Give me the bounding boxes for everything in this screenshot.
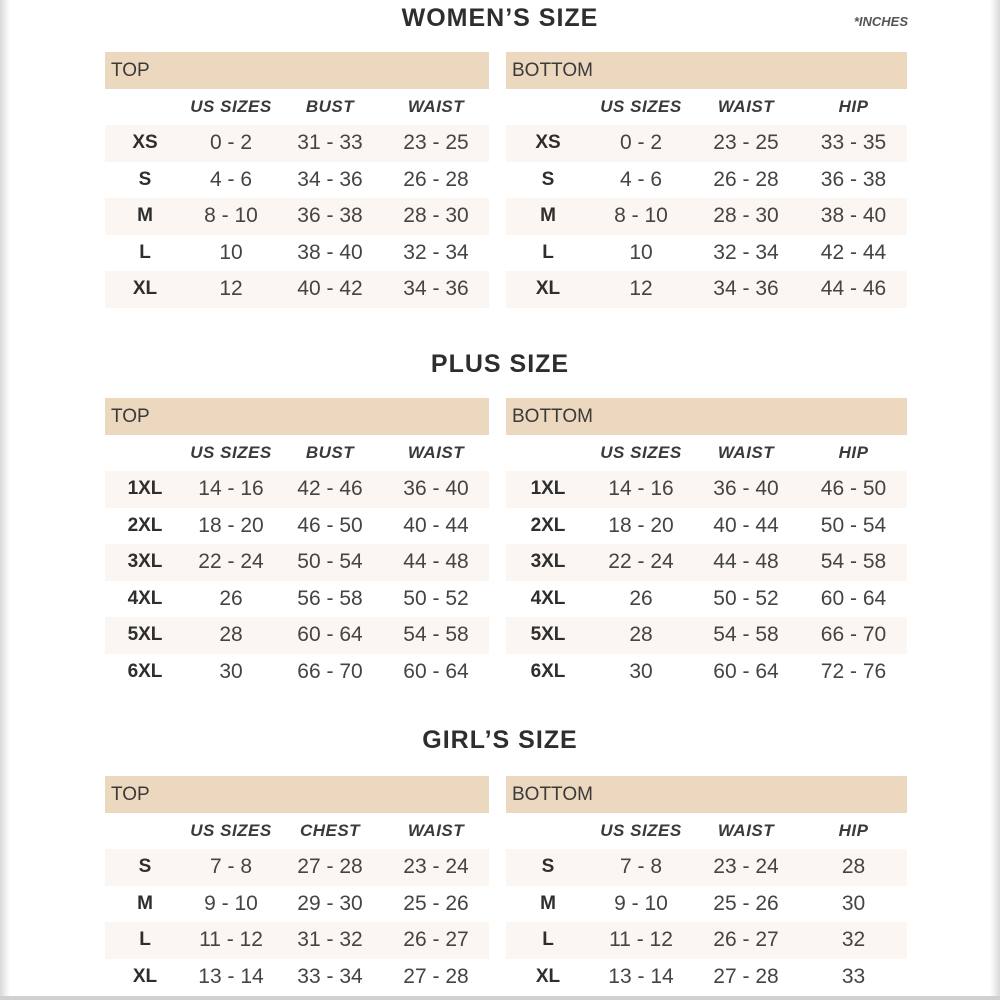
girls-size-title: GIRL’S SIZE bbox=[422, 726, 578, 754]
table-row bbox=[105, 959, 489, 996]
size-label: S bbox=[541, 856, 555, 878]
measurement-cell: 9 - 10 bbox=[204, 891, 258, 915]
column-headers bbox=[105, 813, 489, 849]
table-row bbox=[506, 125, 907, 162]
column-header: WAIST bbox=[717, 97, 775, 116]
column-header: HIP bbox=[838, 443, 869, 462]
measurement-cell: 23 - 24 bbox=[713, 855, 779, 879]
size-label: 5XL bbox=[127, 624, 163, 646]
measurement-cell: 50 - 52 bbox=[713, 586, 779, 610]
measurement-cell: 31 - 33 bbox=[297, 131, 363, 155]
size-label: L bbox=[542, 929, 554, 951]
size-label: 2XL bbox=[530, 514, 566, 536]
table-section-label: BOTTOM bbox=[506, 52, 907, 89]
column-headers bbox=[105, 89, 489, 125]
right-border bbox=[990, 0, 1000, 1000]
table-row bbox=[105, 886, 489, 923]
table-row bbox=[506, 162, 907, 199]
size-label: S bbox=[138, 168, 152, 190]
measurement-cell: 27 - 28 bbox=[403, 964, 469, 988]
size-label: M bbox=[540, 205, 556, 227]
measurement-cell: 50 - 54 bbox=[820, 513, 887, 537]
column-header: US SIZES bbox=[190, 97, 272, 116]
plus-size-title: PLUS SIZE bbox=[430, 350, 570, 378]
column-header: WAIST bbox=[407, 821, 465, 840]
size-label: XL bbox=[132, 965, 158, 987]
girls-top-table bbox=[105, 776, 489, 995]
measurement-cell: 26 - 28 bbox=[403, 167, 469, 191]
measurement-cell: 28 - 30 bbox=[713, 204, 779, 228]
measurement-cell: 28 - 30 bbox=[403, 204, 469, 228]
size-label: 2XL bbox=[127, 514, 163, 536]
table-row bbox=[105, 508, 489, 545]
measurement-cell: 56 - 58 bbox=[297, 586, 363, 610]
measurement-cell: 40 - 44 bbox=[403, 513, 469, 537]
column-header: BUST bbox=[305, 443, 355, 462]
size-label: XL bbox=[535, 278, 561, 300]
column-header: WAIST bbox=[407, 443, 465, 462]
measurement-cell: 23 - 24 bbox=[403, 855, 469, 879]
measurement-cell: 9 - 10 bbox=[614, 891, 668, 915]
measurement-cell: 54 - 58 bbox=[403, 623, 469, 647]
measurement-cell: 60 - 64 bbox=[820, 586, 887, 610]
measurement-cell: 26 bbox=[629, 586, 653, 610]
table-row bbox=[506, 886, 907, 923]
table-row bbox=[105, 271, 489, 308]
measurement-cell: 18 - 20 bbox=[608, 513, 674, 537]
measurement-cell: 22 - 24 bbox=[198, 550, 264, 574]
table-row bbox=[506, 849, 907, 886]
measurement-cell: 36 - 38 bbox=[820, 167, 887, 191]
measurement-cell: 66 - 70 bbox=[820, 623, 887, 647]
measurement-cell: 14 - 16 bbox=[198, 477, 264, 501]
measurement-cell: 4 - 6 bbox=[619, 167, 663, 191]
measurement-cell: 26 - 27 bbox=[713, 928, 779, 952]
size-label: 6XL bbox=[530, 660, 566, 682]
size-label: XL bbox=[535, 965, 561, 987]
measurement-cell: 4 - 6 bbox=[209, 167, 253, 191]
measurement-cell: 44 - 48 bbox=[403, 550, 469, 574]
measurement-cell: 40 - 44 bbox=[713, 513, 779, 537]
measurement-cell: 26 - 28 bbox=[713, 167, 779, 191]
measurement-cell: 50 - 54 bbox=[297, 550, 363, 574]
measurement-cell: 31 - 32 bbox=[297, 928, 363, 952]
table-row bbox=[506, 235, 907, 272]
table-row bbox=[506, 922, 907, 959]
size-label: 6XL bbox=[127, 660, 163, 682]
size-label: 4XL bbox=[127, 587, 163, 609]
table-section-label: TOP bbox=[105, 776, 489, 813]
table-row bbox=[105, 235, 489, 272]
table-row bbox=[105, 162, 489, 199]
column-headers bbox=[506, 813, 907, 849]
size-label: 1XL bbox=[127, 478, 163, 500]
measurement-cell: 36 - 38 bbox=[297, 204, 363, 228]
measurement-cell: 34 - 36 bbox=[713, 277, 779, 301]
table-row bbox=[105, 125, 489, 162]
plus-bottom-table bbox=[506, 398, 907, 690]
plus-top-table bbox=[105, 398, 489, 690]
measurement-cell: 40 - 42 bbox=[297, 277, 363, 301]
size-label: XS bbox=[535, 132, 561, 154]
column-header: CHEST bbox=[299, 821, 361, 840]
table-row bbox=[506, 581, 907, 618]
size-label: L bbox=[139, 241, 151, 263]
measurement-cell: 12 bbox=[629, 277, 653, 301]
measurement-cell: 28 bbox=[841, 855, 866, 879]
measurement-cell: 30 bbox=[219, 659, 243, 683]
measurement-cell: 27 - 28 bbox=[297, 855, 363, 879]
column-header: WAIST bbox=[717, 443, 775, 462]
size-label: M bbox=[137, 205, 153, 227]
column-headers bbox=[506, 435, 907, 471]
measurement-cell: 7 - 8 bbox=[209, 855, 253, 879]
table-row bbox=[506, 617, 907, 654]
table-row bbox=[105, 922, 489, 959]
table-row bbox=[506, 508, 907, 545]
measurement-cell: 18 - 20 bbox=[198, 513, 264, 537]
measurement-cell: 32 bbox=[841, 928, 866, 952]
measurement-cell: 46 - 50 bbox=[297, 513, 363, 537]
womens-size-title: WOMEN’S SIZE bbox=[401, 4, 599, 32]
measurement-cell: 50 - 52 bbox=[403, 586, 469, 610]
measurement-cell: 30 bbox=[629, 659, 653, 683]
measurement-cell: 8 - 10 bbox=[614, 204, 668, 228]
column-header: WAIST bbox=[717, 821, 775, 840]
size-label: M bbox=[540, 892, 556, 914]
table-row bbox=[506, 198, 907, 235]
measurement-cell: 22 - 24 bbox=[608, 550, 674, 574]
table-row bbox=[105, 581, 489, 618]
size-label: 1XL bbox=[530, 478, 566, 500]
column-headers bbox=[506, 89, 907, 125]
column-header: HIP bbox=[838, 821, 869, 840]
size-label: S bbox=[138, 856, 152, 878]
measurement-cell: 33 - 34 bbox=[297, 964, 363, 988]
measurement-cell: 34 - 36 bbox=[297, 167, 363, 191]
measurement-cell: 36 - 40 bbox=[403, 477, 469, 501]
column-header: US SIZES bbox=[600, 97, 682, 116]
measurement-cell: 13 - 14 bbox=[198, 964, 264, 988]
measurement-cell: 42 - 46 bbox=[297, 477, 363, 501]
measurement-cell: 33 - 35 bbox=[820, 131, 887, 155]
table-section-label: TOP bbox=[105, 52, 489, 89]
measurement-cell: 8 - 10 bbox=[204, 204, 258, 228]
table-row bbox=[105, 198, 489, 235]
size-label: M bbox=[137, 892, 153, 914]
measurement-cell: 60 - 64 bbox=[713, 659, 779, 683]
measurement-cell: 7 - 8 bbox=[619, 855, 663, 879]
size-label: XS bbox=[132, 132, 158, 154]
measurement-cell: 25 - 26 bbox=[713, 891, 779, 915]
girls-bottom-table bbox=[506, 776, 907, 995]
measurement-cell: 23 - 25 bbox=[403, 131, 469, 155]
column-header: US SIZES bbox=[600, 443, 682, 462]
table-row bbox=[506, 271, 907, 308]
column-header: BUST bbox=[305, 97, 355, 116]
column-header: US SIZES bbox=[190, 443, 272, 462]
size-label: L bbox=[542, 241, 554, 263]
measurement-cell: 11 - 12 bbox=[609, 928, 673, 952]
column-headers bbox=[105, 435, 489, 471]
measurement-cell: 54 - 58 bbox=[820, 550, 887, 574]
column-header: US SIZES bbox=[190, 821, 272, 840]
table-row bbox=[506, 959, 907, 996]
measurement-cell: 33 bbox=[841, 964, 866, 988]
measurement-cell: 46 - 50 bbox=[820, 477, 887, 501]
measurement-cell: 44 - 48 bbox=[713, 550, 779, 574]
measurement-cell: 28 bbox=[219, 623, 243, 647]
size-label: 5XL bbox=[530, 624, 566, 646]
size-label: 3XL bbox=[530, 551, 566, 573]
bottom-border bbox=[0, 996, 1000, 1000]
measurement-cell: 60 - 64 bbox=[297, 623, 363, 647]
measurement-cell: 38 - 40 bbox=[297, 240, 363, 264]
measurement-cell: 29 - 30 bbox=[297, 891, 363, 915]
measurement-cell: 23 - 25 bbox=[713, 131, 779, 155]
measurement-cell: 32 - 34 bbox=[713, 240, 779, 264]
table-row bbox=[105, 617, 489, 654]
womens-bottom-table bbox=[506, 52, 907, 308]
column-header: HIP bbox=[838, 97, 869, 116]
measurement-cell: 36 - 40 bbox=[713, 477, 779, 501]
measurement-cell: 72 - 76 bbox=[820, 659, 887, 683]
measurement-cell: 10 bbox=[219, 240, 243, 264]
table-row bbox=[105, 544, 489, 581]
measurement-cell: 44 - 46 bbox=[820, 277, 887, 301]
measurement-cell: 66 - 70 bbox=[297, 659, 363, 683]
size-label: XL bbox=[132, 278, 158, 300]
table-section-label: BOTTOM bbox=[506, 398, 907, 435]
measurement-cell: 32 - 34 bbox=[403, 240, 469, 264]
womens-top-table bbox=[105, 52, 489, 308]
column-header: WAIST bbox=[407, 97, 465, 116]
table-row bbox=[105, 654, 489, 691]
measurement-cell: 11 - 12 bbox=[199, 928, 263, 952]
measurement-cell: 34 - 36 bbox=[403, 277, 469, 301]
measurement-cell: 0 - 2 bbox=[209, 131, 253, 155]
measurement-cell: 0 - 2 bbox=[619, 131, 663, 155]
table-row bbox=[105, 471, 489, 508]
table-row bbox=[506, 544, 907, 581]
measurement-cell: 30 bbox=[841, 891, 866, 915]
measurement-cell: 27 - 28 bbox=[713, 964, 779, 988]
measurement-cell: 26 - 27 bbox=[403, 928, 469, 952]
table-row bbox=[506, 654, 907, 691]
units-note: *INCHES bbox=[853, 14, 908, 29]
measurement-cell: 10 bbox=[629, 240, 653, 264]
table-row bbox=[506, 471, 907, 508]
measurement-cell: 54 - 58 bbox=[713, 623, 779, 647]
measurement-cell: 14 - 16 bbox=[608, 477, 674, 501]
table-section-label: BOTTOM bbox=[506, 776, 907, 813]
column-header: US SIZES bbox=[600, 821, 682, 840]
size-label: S bbox=[541, 168, 555, 190]
measurement-cell: 42 - 44 bbox=[820, 240, 887, 264]
measurement-cell: 25 - 26 bbox=[403, 891, 469, 915]
size-label: L bbox=[139, 929, 151, 951]
size-label: 3XL bbox=[127, 551, 163, 573]
table-row bbox=[105, 849, 489, 886]
table-section-label: TOP bbox=[105, 398, 489, 435]
measurement-cell: 26 bbox=[219, 586, 243, 610]
measurement-cell: 38 - 40 bbox=[820, 204, 887, 228]
measurement-cell: 13 - 14 bbox=[608, 964, 674, 988]
left-border bbox=[0, 0, 10, 1000]
measurement-cell: 12 bbox=[219, 277, 243, 301]
size-label: 4XL bbox=[530, 587, 566, 609]
measurement-cell: 60 - 64 bbox=[403, 659, 469, 683]
measurement-cell: 28 bbox=[629, 623, 653, 647]
